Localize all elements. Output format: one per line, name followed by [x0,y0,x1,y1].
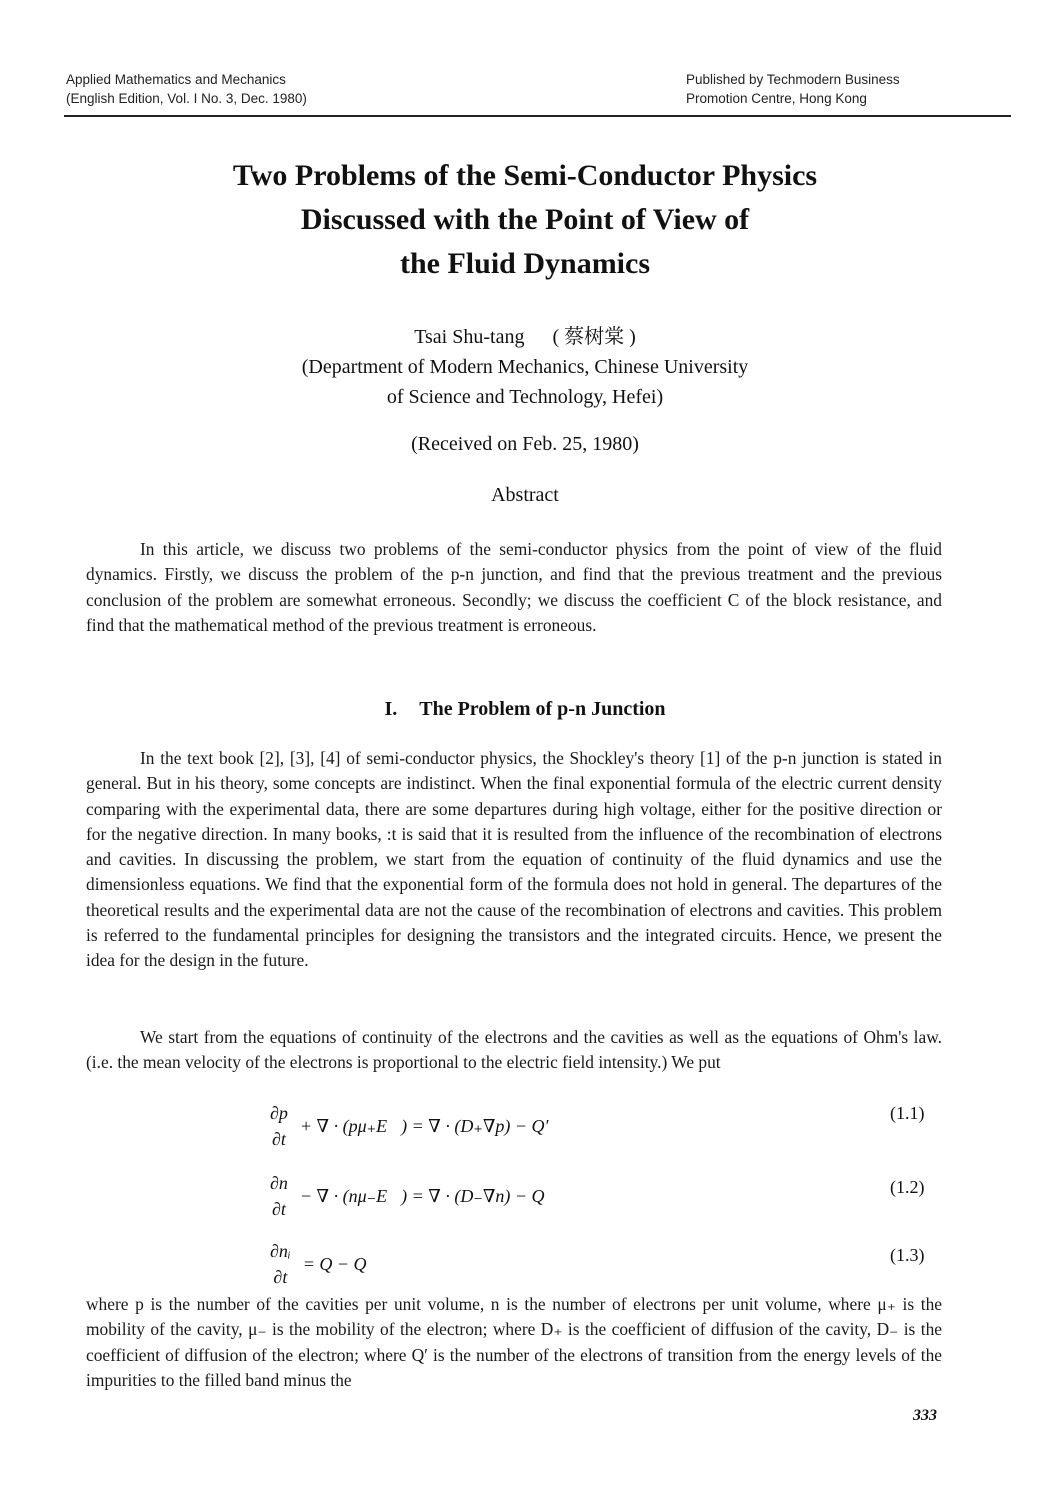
equation-number: (1.3) [890,1245,925,1265]
page-number: 333 [913,1407,937,1424]
equation-number: (1.1) [890,1103,925,1123]
title-line-1: Two Problems of the Semi-Conductor Physics [232,159,818,192]
author-name: Tsai Shu-tang [414,326,525,348]
fraction-numerator: ∂nᵢ [270,1241,291,1261]
abstract-text: In this article, we discuss two problems of the semi-conductor physics from the point of view of the fluid dynamics. Firstly, we discuss the problem of the p-n junction, and find that the previous treatment and the previous conclusion of the problem are somewhat erroneous. Secondly; we discuss the coefficient C of the block resistance, and find that the mathematical method of the previous treatment is erroneous. [86,539,942,635]
equation-body: = Q − Q [302,1253,367,1274]
title-line-2: Discussed with the Point of View of [300,203,750,236]
equation-1-1 [270,1100,549,1152]
fraction-denominator: ∂t [272,1129,286,1149]
affiliation-line-1: (Department of Modern Mechanics, Chinese University [301,356,749,378]
publisher-line2: Promotion Centre, Hong Kong [686,91,867,106]
author-line [0,322,1050,352]
section-paragraph-3: where p is the number of the cavities per unit volume, n is the number of electrons per unit volume, where μ₊ is the mobility of the cavity, μ₋ is the mobility of the electron; where D₊ is the coefficient of diffusion of the cavity, D₋ is the coefficient of diffusion of the electron; where Q′ is the number of the electrons of transition from the energy levels of the impurities to the filled band minus the [86,1294,942,1390]
author-name-chinese: ( 蔡树棠 ) [552,326,636,348]
publisher-line1: Published by Techmodern Business [686,72,900,87]
title-line-3: the Fluid Dynamics [399,247,651,280]
section-title: The Problem of p-n Junction [419,698,666,720]
abstract-heading: Abstract [491,484,559,506]
affiliation-line-2: of Science and Technology, Hefei) [386,386,664,408]
paper-title [0,154,1050,286]
journal-edition: (English Edition, Vol. I No. 3, Dec. 1980) [66,91,307,106]
equation-body: + ∇ · (pμ₊E⃗) = ∇ · (D₊∇p) − Q′ [299,1115,549,1136]
received-date: (Received on Feb. 25, 1980) [411,433,639,455]
fraction-denominator: ∂t [273,1267,288,1287]
journal-header [66,70,307,108]
equation-1-2 [270,1170,545,1222]
affiliation [0,352,1050,412]
fraction-numerator: ∂p [270,1103,288,1123]
equation-fraction [270,1100,288,1152]
equation-number: (1.2) [890,1177,925,1197]
equation-fraction [270,1170,288,1222]
equation-1-3 [270,1238,367,1290]
equation-fraction [270,1238,291,1290]
equation-body: − ∇ · (nμ₋E⃗) = ∇ · (D₋∇n) − Q [299,1185,545,1206]
publisher-header [686,70,900,108]
header-rule [64,115,1011,117]
fraction-denominator: ∂t [272,1199,286,1219]
section-paragraph-2: We start from the equations of continuity of the electrons and the cavities as well as the equations of Ohm's law. (i.e. the mean velocity of the electrons is proportional to the electric field intensity.) We put [86,1027,942,1073]
section-heading [0,698,1050,721]
section-paragraph-1: In the text book [2], [3], [4] of semi-conductor physics, the Shockley's theory [1] of the p-n junction is stated in general. But in his theory, some concepts are indistinct. When the final exponential formula of the electric current density comparing with the experimental data, there are some departures during high voltage, either for the positive direction or for the negative direction. In many books, :t is said that it is resulted from the influence of the recombination of electrons and cavities. In discussing the problem, we start from the equation of continuity of the fluid dynamics and use the dimensionless equations. We find that the exponential form of the formula does not hold in general. The departures of the theoretical results and the experimental data are not the cause of the recombination of electrons and cavities. This problem is referred to the fundamental principles for designing the transistors and the integrated circuits. Hence, we present the idea for the design in the future. [86,748,942,971]
fraction-numerator: ∂n [270,1173,288,1193]
journal-name: Applied Mathematics and Mechanics [66,72,286,87]
section-number: I. [384,698,398,720]
